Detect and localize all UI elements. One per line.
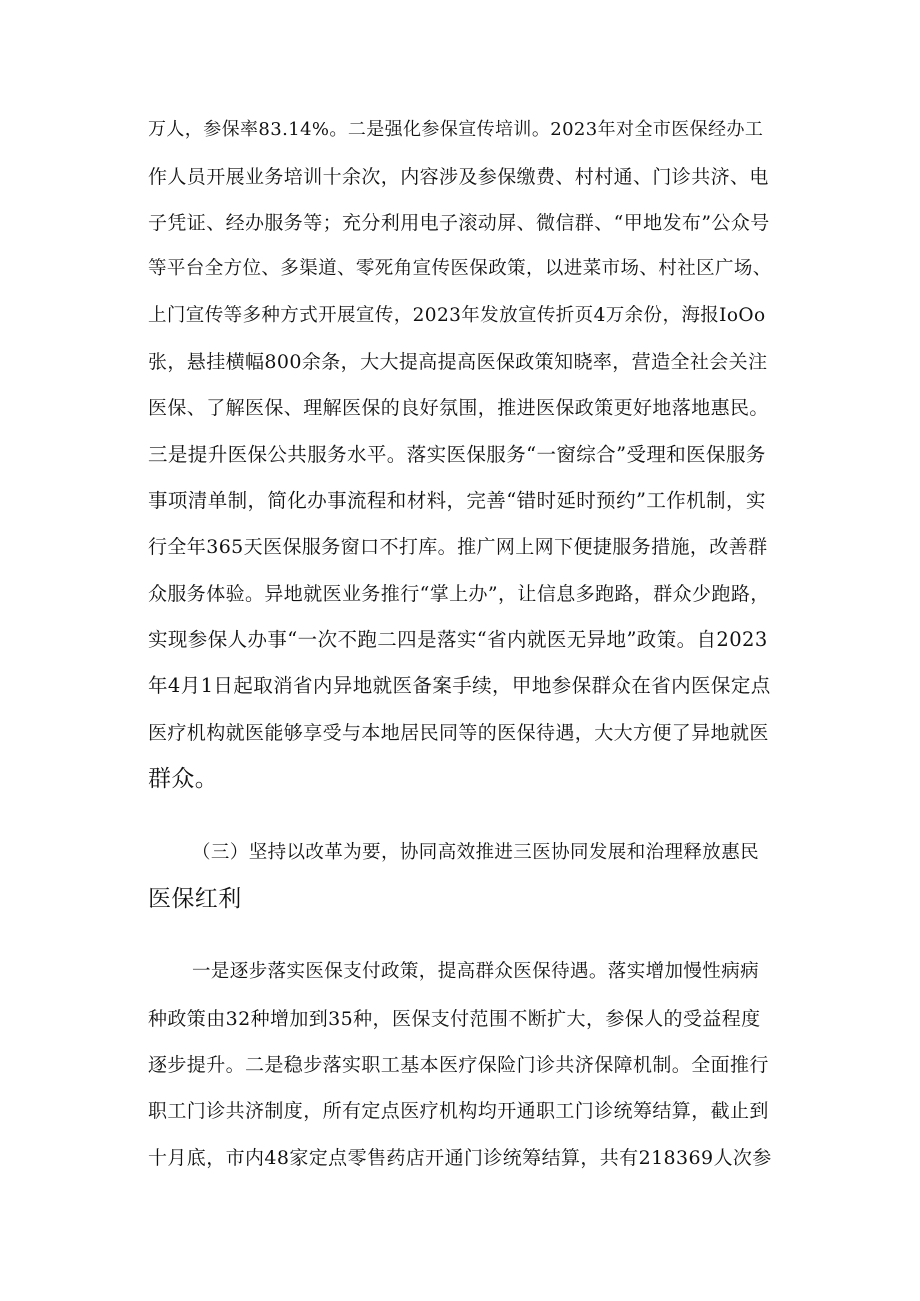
text-line: 等平台全方位、多渠道、零死角宣传医保政策，以进菜市场、村社区广场、 [148, 258, 772, 279]
text-line: 众服务体验。异地就医业务推行“掌上办”，让信息多跑路，群众少跑路， [148, 583, 770, 605]
text-line: 职工门诊共济制度，所有定点医疗机构均开通职工门诊统筹结算，截止到 [148, 1100, 769, 1122]
text-line: 年4月1日起取消省内异地就医备案手续，甲地参保群众在省内医保定点 [148, 674, 771, 697]
text-line: 作人员开展业务培训十余次，内容涉及参保缴费、村村通、门诊共济、电 [148, 166, 769, 188]
section-heading: （三）坚持以改革为要，协同高效推进三医协同发展和治理释放惠民 [192, 842, 760, 863]
section-heading: 医保红利 [148, 886, 242, 912]
text-line: 实现参保人办事“一次不跑二四是落实“省内就医无异地”政策。自2023 [148, 628, 768, 651]
text-line: 行全年365天医保服务窗口不打库。推广网上网下便捷服务措施，改善群 [148, 536, 768, 558]
text-line: 一是逐步落实医保支付政策，提高群众医保待遇。落实增加慢性病病 [192, 961, 760, 982]
text-line: 事项清单制，简化办事流程和材料，完善“错时延时预约”工作机制，实 [148, 489, 766, 512]
text-line: 逐步提升。二是稳步落实职工基本医疗保险门诊共济保障机制。全面推行 [148, 1054, 769, 1076]
text-line: 十月底，市内48家定点零售药店开通门诊统筹结算，共有218369人次参 [148, 1147, 772, 1169]
text-line: 群众。 [148, 766, 219, 792]
text-line: 上门宣传等多种方式开展宣传，2023年发放宣传折页4万余份，海报IoOo [148, 305, 766, 326]
text-line: 子凭证、经办服务等；充分利用电子滚动屏、微信群、“甲地发布”公众号 [148, 212, 770, 234]
text-line: 医疗机构就医能够享受与本地居民同等的医保待遇，大大方便了异地就医 [148, 722, 769, 744]
text-line: 万人，参保率83.14%。二是强化参保宣传培训。2023年对全市医保经办工 [148, 119, 764, 140]
text-line: 医保、了解医保、理解医保的良好氛围，推进医保政策更好地落地惠民。 [148, 397, 769, 419]
text-line: 张，悬挂横幅800余条，大大提高提高医保政策知晓率，营造全社会关注 [148, 351, 768, 373]
text-line: 种政策由32种增加到35种，医保支付范围不断扩大，参保人的受益程度 [148, 1008, 761, 1030]
text-line: 三是提升医保公共服务水平。落实医保服务“一窗综合”受理和医保服务 [148, 443, 766, 466]
